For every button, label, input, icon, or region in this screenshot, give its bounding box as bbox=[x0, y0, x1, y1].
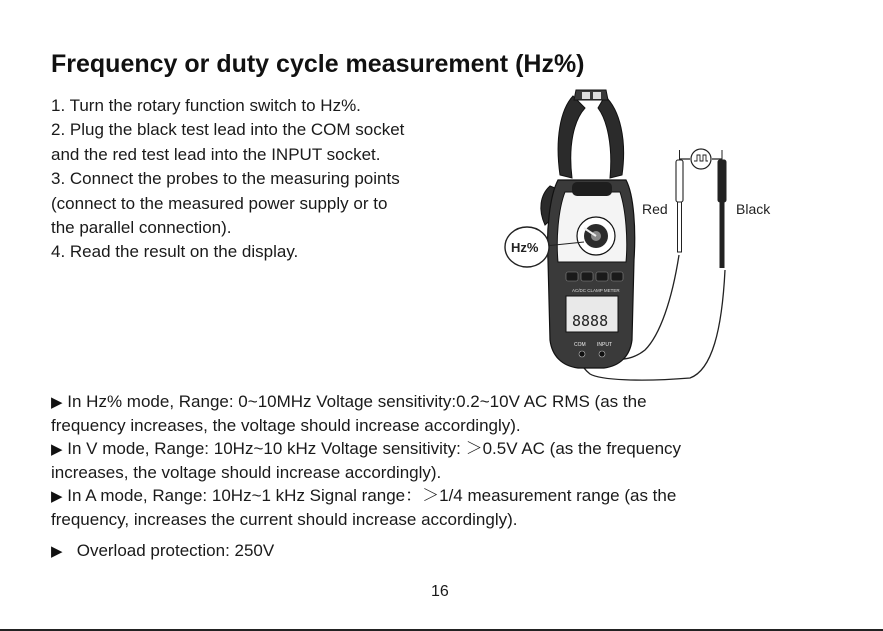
meter-label: AC/DC CLAMP METER bbox=[572, 288, 620, 293]
step-line: the parallel connection). bbox=[51, 218, 232, 238]
note-hz-mode bbox=[51, 390, 851, 414]
note-a-mode bbox=[51, 484, 851, 508]
black-probe bbox=[718, 150, 726, 268]
page-title: Frequency or duty cycle measurement (Hz%) bbox=[51, 50, 585, 78]
note-text: In V mode, Range: 10Hz~10 kHz Voltage sensitivity: ＞0.5V AC (as the frequency bbox=[67, 439, 682, 458]
note-continuation: frequency, increases the current should increase accordingly). bbox=[51, 510, 518, 529]
note-continuation: frequency increases, the voltage should increase accordingly). bbox=[51, 416, 521, 435]
red-lead-label: Red bbox=[642, 201, 668, 217]
note-overload bbox=[51, 539, 851, 563]
input-socket-label: INPUT bbox=[597, 342, 612, 348]
note-v-mode bbox=[51, 437, 851, 461]
note-text: In Hz% mode, Range: 0~10MHz Voltage sensitivity:0.2~10V AC RMS (as the bbox=[67, 392, 647, 411]
clamp-jaws bbox=[558, 90, 624, 178]
triangle-bullet-icon: ▶ bbox=[51, 543, 63, 560]
note-text: In A mode, Range: 10Hz~1 kHz Signal range：＞1/4 measurement range (as the bbox=[67, 486, 677, 505]
triangle-bullet-icon: ▶ bbox=[51, 488, 63, 505]
step-line: 4. Read the result on the display. bbox=[51, 242, 299, 262]
note-continuation: increases, the voltage should increase accordingly). bbox=[51, 463, 442, 482]
mode-callout-label: Hz% bbox=[511, 240, 539, 255]
note-text: Overload protection: 250V bbox=[76, 541, 275, 560]
step-line: 1. Turn the rotary function switch to Hz%. bbox=[51, 96, 361, 115]
signal-source-icon bbox=[691, 149, 711, 169]
specification-notes bbox=[51, 390, 851, 563]
step-line: 2. Plug the black test lead into the COM socket bbox=[51, 120, 405, 140]
triangle-bullet-icon: ▶ bbox=[51, 441, 63, 458]
black-lead-label: Black bbox=[736, 201, 771, 217]
red-probe bbox=[676, 150, 683, 252]
triangle-bullet-icon: ▶ bbox=[51, 394, 63, 411]
step-line: and the red test lead into the INPUT socket. bbox=[51, 144, 381, 164]
display-digits: 8888 bbox=[572, 312, 609, 330]
step-line: (connect to the measured power supply or to bbox=[51, 193, 388, 213]
page-number: 16 bbox=[431, 583, 449, 600]
meter-body bbox=[547, 180, 634, 368]
com-socket-label: COM bbox=[574, 342, 586, 348]
step-line: 3. Connect the probes to the measuring points bbox=[51, 169, 400, 189]
